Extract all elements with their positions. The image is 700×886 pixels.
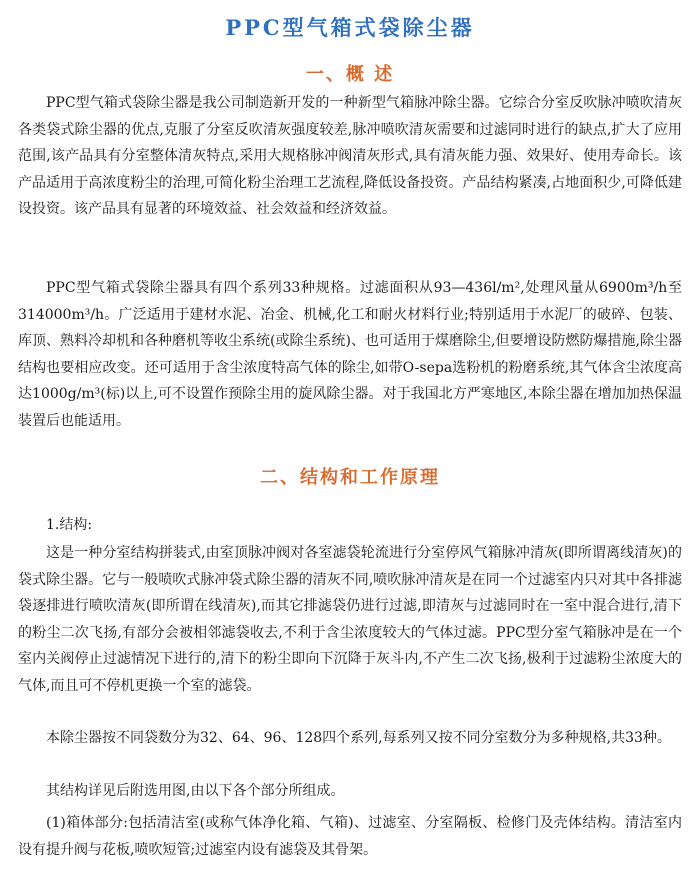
section-heading-overview: 一、概 述 xyxy=(305,64,395,85)
overview-paragraph-2: PPC型气箱式袋除尘器具有四个系列33种规格。过滤面积从93—436l/m²,处理风量从6900m³/h至314000m³/h。广泛适用于建材水泥、冶金、机械,化工和耐火材料行业;特别适用于水泥厂的破碎、包装、库顶、熟料冷却机和各种磨机等收尘系统(或除尘系统)、也可适用于煤磨除尘,但要增设防燃防爆措施,除尘器结构也要相应改变。还可适用于含尘浓度特高气体的除尘,如带O-sepa选粉机的粉磨系统,其气体含尘浓度高达1000g/m³(标)以上,可不设置作预除尘用的旋风除尘器。对于我国北方严寒地区,本除尘器在增加加热保温装置后也能适用。 xyxy=(18,280,682,429)
structure-subheading: 1.结构: xyxy=(46,517,93,533)
structure-paragraph-1: 这是一种分室结构拼装式,由室顶脉冲阀对各室滤袋轮流进行分室停风气箱脉冲清灰(即所谓离线清灰)的袋式除尘器。它与一般喷吹式脉冲袋式除尘器的清灰不同,喷吹脉冲清灰是在同一个过滤室内只对其中各排滤袋逐排进行喷吹清灰(即所谓在线清灰),而其它排滤袋仍进行过滤,即清灰与过滤同时在一室中混合进行,清下的粉尘二次飞扬,有部分会被相邻滤袋收去,不利于含尘浓度较大的气体过滤。PPC型分室气箱脉冲是在一个室内关阀停止过滤情况下进行的,清下的粉尘即向下沉降于灰斗内,不产生二次飞扬,极利于过滤粉尘浓度大的气体,而且可不停机更换一个室的滤袋。 xyxy=(18,545,682,694)
document-title: PPC型气箱式袋除尘器 xyxy=(225,15,475,40)
structure-paragraph-2: 本除尘器按不同袋数分为32、64、96、128四个系列,每系列又按不同分室数分为多种规格,共33种。 xyxy=(46,730,671,746)
overview-paragraph-1: PPC型气箱式袋除尘器是我公司制造新开发的一种新型气箱脉冲除尘器。它综合分室反吹脉冲喷吹清灰各类袋式除尘器的优点,克服了分室反吹清灰强度较差,脉冲喷吹清灰需要和过滤同时进行的缺点,扩大了应用范围,该产品具有分室整体清灰特点,采用大规格脉冲阀清灰形式,具有清灰能力强、效果好、使用寿命长。该产品适用于高浓度粉尘的治理,可简化粉尘治理工艺流程,降低设备投资。产品结构紧凑,占地面积少,可降低建设投资。该产品具有显著的环境效益、社会效益和经济效益。 xyxy=(18,95,682,217)
structure-paragraph-4: (1)箱体部分:包括清洁室(或称气体净化箱、气箱)、过滤室、分室隔板、检修门及壳体结构。清洁室内设有提升阀与花板,喷吹短管;过滤室内设有滤袋及其骨架。 xyxy=(18,815,682,858)
section-heading-structure: 二、结构和工作原理 xyxy=(260,467,440,488)
structure-paragraph-3: 其结构详见后附选用图,由以下各个部分所组成。 xyxy=(46,783,345,799)
